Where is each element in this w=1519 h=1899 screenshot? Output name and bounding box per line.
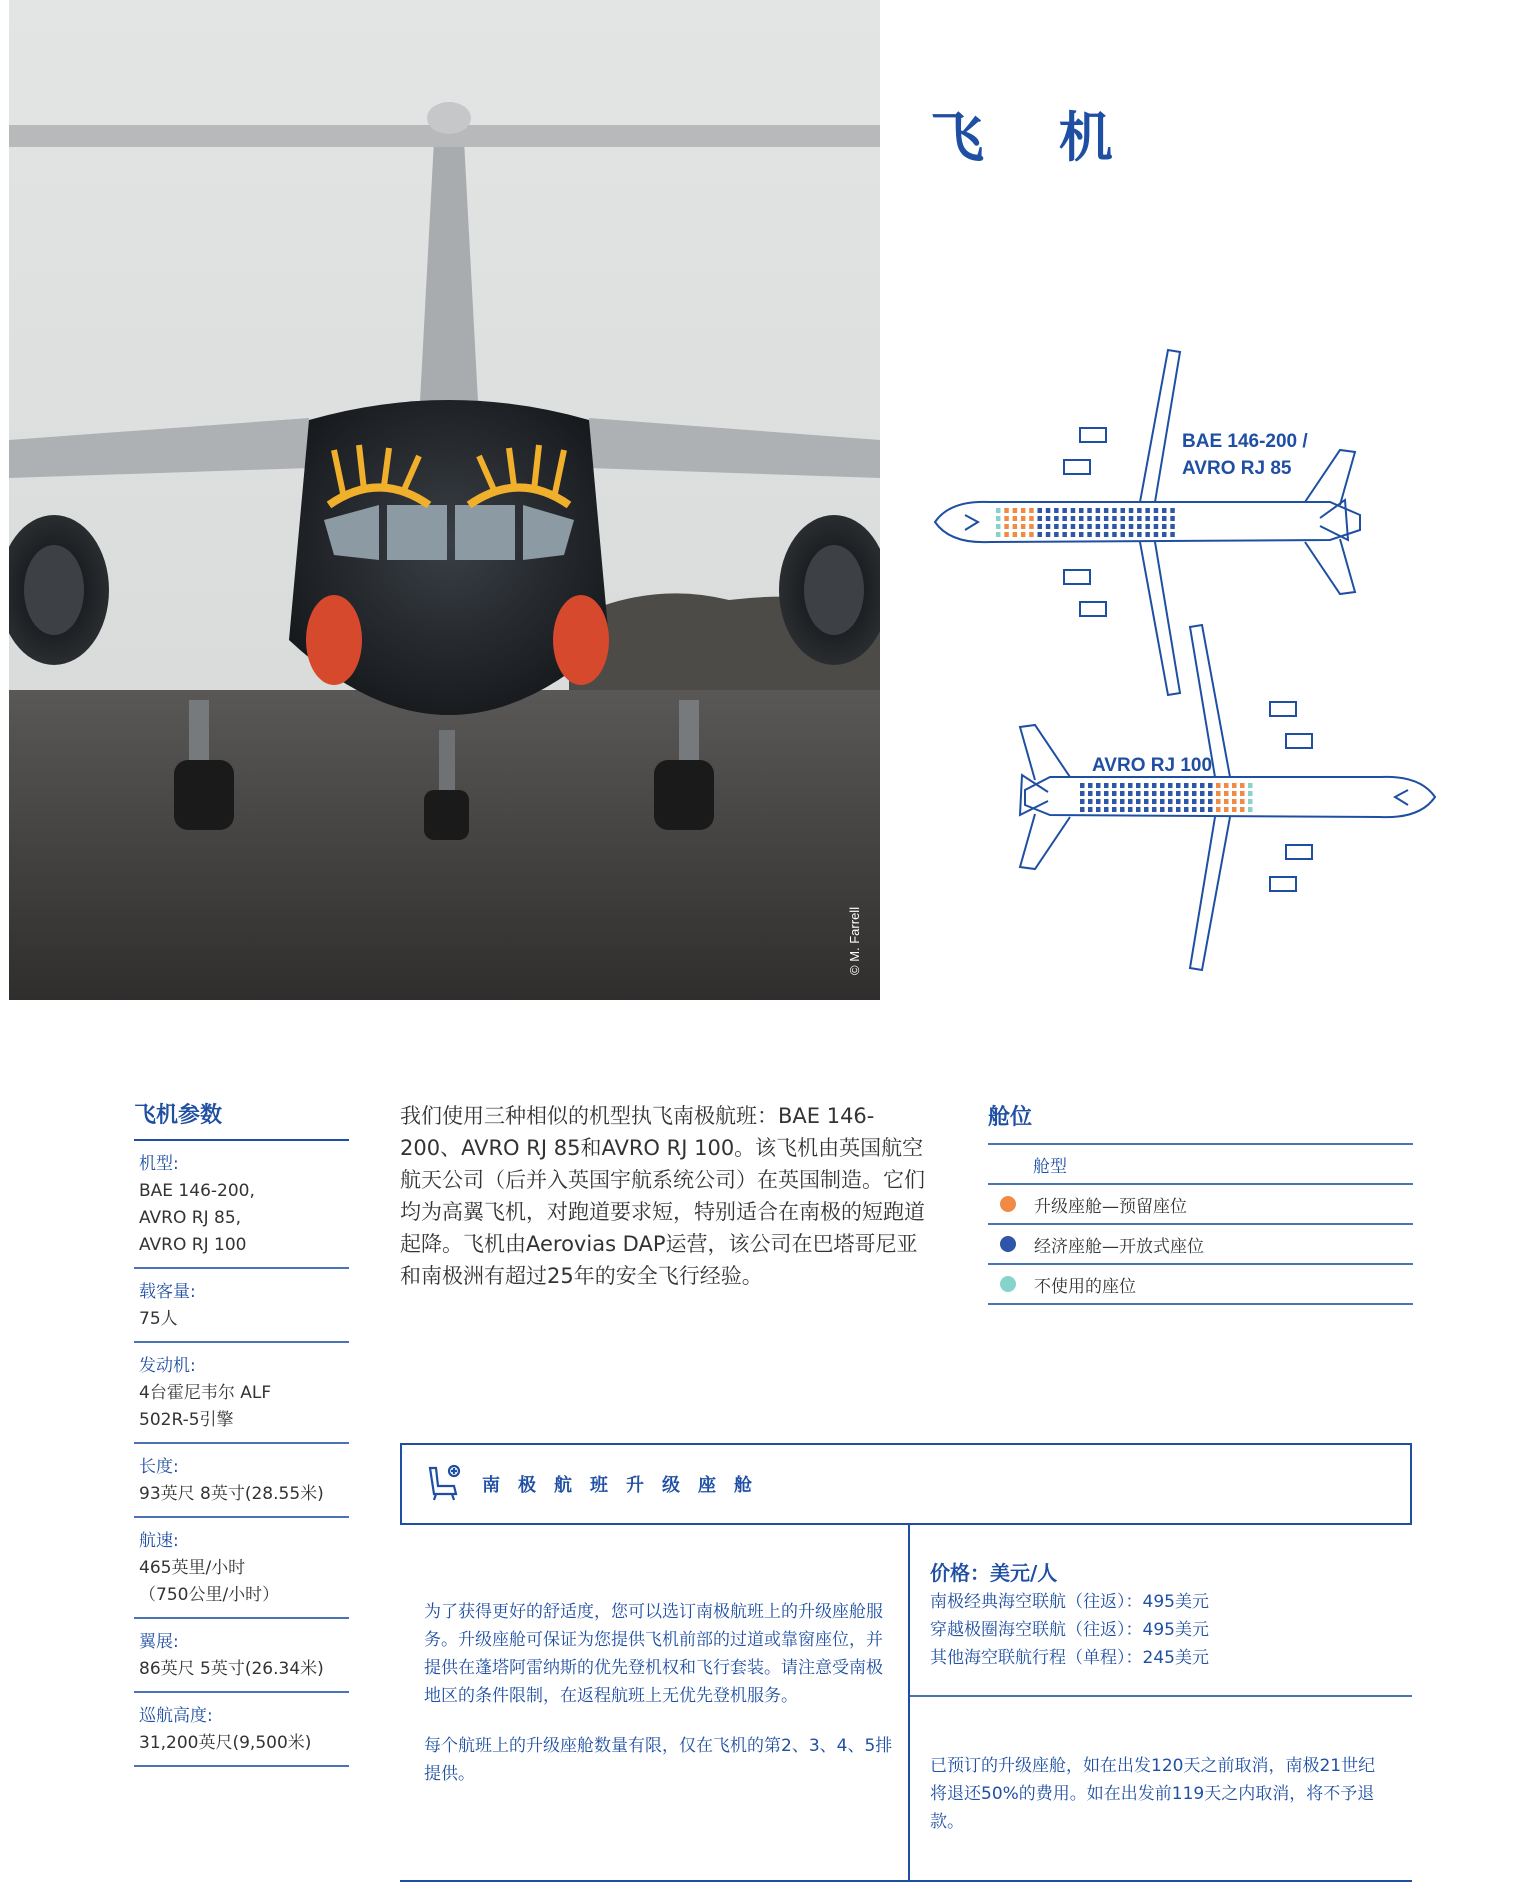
- seat-mark: [1121, 532, 1126, 537]
- seat-mark: [1154, 524, 1159, 529]
- seat-mark: [1224, 799, 1229, 804]
- seat-mark: [1176, 783, 1181, 788]
- seat-mark: [1128, 783, 1133, 788]
- divider-bottom: [400, 1880, 1412, 1882]
- seat-mark: [1088, 783, 1093, 788]
- seat-mark: [1004, 508, 1009, 513]
- seat-mark: [1112, 807, 1117, 812]
- upgrade-paragraph-1: 为了获得更好的舒适度，您可以选订南极航班上的升级座舱服务。升级座舱可保证为您提供飞机前部的过道或靠窗座位，并提供在蓬塔阿雷纳斯的优先登机权和飞行套装。请注意受南极地区的条件限制，在返程航班上无优先登机服务。: [424, 1602, 883, 1706]
- plane-label-avro100: AVRO RJ 100: [1092, 755, 1213, 776]
- seat-mark: [1137, 532, 1142, 537]
- seat-mark: [1168, 807, 1173, 812]
- page-title: 飞 机: [930, 106, 1141, 169]
- seat-mark: [1200, 783, 1205, 788]
- price-title: 价格：美元/人: [930, 1561, 1058, 1585]
- cabin-row-economy: 经济座舱—开放式座位: [988, 1223, 1413, 1263]
- seat-mark: [1087, 516, 1092, 521]
- seat-mark: [1168, 799, 1173, 804]
- seat-mark: [1176, 807, 1181, 812]
- seat-mark: [1104, 516, 1109, 521]
- seat-mark: [1136, 783, 1141, 788]
- seat-mark: [1087, 532, 1092, 537]
- seat-mark: [1088, 807, 1093, 812]
- seat-mark: [1184, 807, 1189, 812]
- seat-mark: [1096, 532, 1101, 537]
- seat-mark: [1184, 799, 1189, 804]
- seat-mark: [1176, 791, 1181, 796]
- seat-mark: [1104, 799, 1109, 804]
- spec-cruise-altitude: 巡航高度: 31,200英尺(9,500米): [134, 1693, 349, 1767]
- seat-mark: [1144, 799, 1149, 804]
- seat-mark: [1096, 516, 1101, 521]
- seat-mark: [1154, 532, 1159, 537]
- seat-mark: [1112, 508, 1117, 513]
- seat-mark: [1240, 799, 1245, 804]
- seat-mark: [1128, 791, 1133, 796]
- seat-mark: [1160, 799, 1165, 804]
- seat-mark: [1208, 783, 1213, 788]
- seat-mark: [1029, 516, 1034, 521]
- seat-mark: [1088, 799, 1093, 804]
- seat-mark: [1029, 508, 1034, 513]
- seat-mark: [996, 532, 1001, 537]
- cabin-column-header: 舱型: [988, 1143, 1413, 1183]
- seat-mark: [1184, 783, 1189, 788]
- intro-paragraph: 我们使用三种相似的机型执飞南极航班：BAE 146-200、AVRO RJ 85和AVRO RJ 100。该飞机由英国航空航天公司（后并入英国宇航系统公司）在英国制造。它们均为高翼飞机，对跑道要求短，特别适合在南极的短跑道起降。飞机由Aerovias DAP运营，该公司在巴塔哥尼亚和南极洲有超过25年的安全飞行经验。: [400, 1104, 925, 1288]
- seat-mark: [1087, 508, 1092, 513]
- cabin-row-upgrade: 升级座舱—预留座位: [988, 1183, 1413, 1223]
- seat-mark: [1054, 524, 1059, 529]
- seat-mark: [1013, 508, 1018, 513]
- seat-mark: [1136, 799, 1141, 804]
- seat-mark: [1232, 783, 1237, 788]
- seat-mark: [1062, 516, 1067, 521]
- blue-dot-icon: [1000, 1236, 1016, 1252]
- seat-mark: [1248, 783, 1253, 788]
- seat-mark: [1096, 524, 1101, 529]
- seat-mark: [1071, 516, 1076, 521]
- seat-mark: [1112, 532, 1117, 537]
- seat-mark: [1021, 532, 1026, 537]
- seat-mark: [1046, 532, 1051, 537]
- seat-mark: [1129, 524, 1134, 529]
- seat-mark: [1046, 524, 1051, 529]
- seat-mark: [1079, 508, 1084, 513]
- seat-mark: [1104, 807, 1109, 812]
- seat-mark: [1071, 532, 1076, 537]
- seat-mark: [1112, 524, 1117, 529]
- seat-mark: [1079, 516, 1084, 521]
- spec-engines: 发动机: 4台霍尼韦尔 ALF 502R-5引擎: [134, 1343, 349, 1444]
- seat-mark: [1154, 516, 1159, 521]
- specs-heading: 飞机参数: [134, 1098, 349, 1141]
- seat-mark: [1112, 791, 1117, 796]
- spec-length: 长度: 93英尺 8英寸(28.55米): [134, 1444, 349, 1518]
- seat-mark: [1232, 791, 1237, 796]
- seat-mark: [1104, 532, 1109, 537]
- seat-mark: [1162, 524, 1167, 529]
- seat-mark: [1208, 791, 1213, 796]
- photo-credit: © M. Farrell: [847, 906, 862, 975]
- seat-mark: [1021, 524, 1026, 529]
- seat-mark: [1208, 799, 1213, 804]
- seat-mark: [1096, 791, 1101, 796]
- seat-mark: [1184, 791, 1189, 796]
- seat-icon: [424, 1462, 464, 1506]
- seat-mark: [1160, 807, 1165, 812]
- seat-mark: [1096, 807, 1101, 812]
- price-line: 穿越极圈海空联航（往返）：495美元: [930, 1620, 1209, 1640]
- seat-mark: [1240, 783, 1245, 788]
- seat-mark: [1096, 783, 1101, 788]
- seat-mark: [1136, 791, 1141, 796]
- seat-mark: [1071, 524, 1076, 529]
- seat-mark: [1062, 524, 1067, 529]
- seat-mark: [1080, 807, 1085, 812]
- seat-mark: [1079, 532, 1084, 537]
- seat-mark: [1121, 524, 1126, 529]
- seat-mark: [1160, 791, 1165, 796]
- seat-mark: [1240, 807, 1245, 812]
- seat-mark: [1192, 783, 1197, 788]
- seat-mark: [1021, 516, 1026, 521]
- seat-mark: [1112, 799, 1117, 804]
- price-block: [930, 1558, 1400, 1672]
- seat-mark: [1162, 532, 1167, 537]
- seat-mark: [1137, 524, 1142, 529]
- seat-mark: [996, 516, 1001, 521]
- seat-mark: [1200, 791, 1205, 796]
- seat-mark: [1013, 532, 1018, 537]
- upgrade-header-box: [400, 1443, 1412, 1525]
- seat-mark: [1248, 799, 1253, 804]
- seat-mark: [1137, 508, 1142, 513]
- seat-mark: [1145, 508, 1150, 513]
- aircraft-specs: [134, 1098, 349, 1767]
- spec-capacity: 载客量: 75人: [134, 1269, 349, 1343]
- plane-label-bae-avro85: BAE 146-200 / AVRO RJ 85: [1182, 431, 1308, 479]
- seat-mark: [1004, 524, 1009, 529]
- seat-mark: [1087, 524, 1092, 529]
- price-line: 其他海空联航行程（单程）：245美元: [930, 1648, 1209, 1668]
- upgrade-title: 南极航班升级座舱: [482, 1475, 770, 1496]
- seat-mark: [1176, 799, 1181, 804]
- seat-mark: [1192, 791, 1197, 796]
- upgrade-paragraph-2: 每个航班上的升级座舱数量有限，仅在飞机的第2、3、4、5排提供。: [424, 1736, 893, 1784]
- seat-mark: [1129, 516, 1134, 521]
- seat-mark: [1080, 799, 1085, 804]
- seat-mark: [1038, 524, 1043, 529]
- seat-mark: [1145, 532, 1150, 537]
- seat-mark: [1120, 791, 1125, 796]
- spec-speed: 航速: 465英里/小时 （750公里/小时）: [134, 1518, 349, 1619]
- seat-mark: [1216, 807, 1221, 812]
- seat-mark: [1088, 791, 1093, 796]
- seat-mark: [1128, 807, 1133, 812]
- seat-mark: [1096, 508, 1101, 513]
- cancellation-policy: 已预订的升级座舱，如在出发120天之前取消，南极21世纪将退还50%的费用。如在出发前119天之内取消，将不予退款。: [930, 1756, 1376, 1832]
- seat-mark: [1054, 508, 1059, 513]
- seat-mark: [1144, 807, 1149, 812]
- seat-mark: [1096, 799, 1101, 804]
- seat-mark: [1013, 516, 1018, 521]
- seat-mark: [1162, 516, 1167, 521]
- divider-vertical: [908, 1525, 910, 1880]
- seat-mark: [1248, 807, 1253, 812]
- seat-mark: [1152, 791, 1157, 796]
- upgrade-description: [424, 1598, 894, 1810]
- seat-mark: [1145, 516, 1150, 521]
- seat-mark: [1224, 791, 1229, 796]
- seat-mark: [1079, 524, 1084, 529]
- seat-mark: [1216, 791, 1221, 796]
- seat-mark: [1154, 508, 1159, 513]
- seat-mark: [1129, 508, 1134, 513]
- price-line: 南极经典海空联航（往返）：495美元: [930, 1592, 1209, 1612]
- cabin-row-unused: 不使用的座位: [988, 1263, 1413, 1305]
- seat-mark: [1144, 783, 1149, 788]
- seat-mark: [1004, 516, 1009, 521]
- seat-mark: [1170, 532, 1175, 537]
- seat-mark: [1200, 807, 1205, 812]
- seat-mark: [1200, 799, 1205, 804]
- seat-mark: [1128, 799, 1133, 804]
- seat-mark: [1137, 516, 1142, 521]
- seat-mark: [1145, 524, 1150, 529]
- seat-mark: [1104, 524, 1109, 529]
- seat-mark: [1080, 791, 1085, 796]
- seat-mark: [1046, 516, 1051, 521]
- seat-mark: [1168, 783, 1173, 788]
- seat-mark: [1112, 783, 1117, 788]
- teal-dot-icon: [1000, 1276, 1016, 1292]
- seat-mark: [1054, 516, 1059, 521]
- seat-mark: [1232, 807, 1237, 812]
- seat-mark: [1168, 791, 1173, 796]
- seat-mark: [1224, 807, 1229, 812]
- divider-horizontal: [910, 1695, 1412, 1697]
- seat-mark: [1071, 508, 1076, 513]
- seat-mark: [1232, 799, 1237, 804]
- seat-mark: [1144, 791, 1149, 796]
- seat-mark: [1216, 783, 1221, 788]
- seat-mark: [1120, 783, 1125, 788]
- seat-mark: [1152, 799, 1157, 804]
- seat-mark: [1152, 783, 1157, 788]
- seat-mark: [1104, 783, 1109, 788]
- seat-mark: [1029, 532, 1034, 537]
- seat-mark: [1021, 508, 1026, 513]
- spec-model: 机型: BAE 146-200, AVRO RJ 85, AVRO RJ 100: [134, 1141, 349, 1269]
- seat-mark: [1152, 807, 1157, 812]
- seat-mark: [1062, 508, 1067, 513]
- seat-mark: [1208, 807, 1213, 812]
- seat-mark: [1080, 783, 1085, 788]
- seat-mark: [1120, 799, 1125, 804]
- seat-mark: [1160, 783, 1165, 788]
- seat-mark: [1162, 508, 1167, 513]
- seat-mark: [1170, 524, 1175, 529]
- orange-dot-icon: [1000, 1196, 1016, 1212]
- seat-mark: [1029, 524, 1034, 529]
- seat-mark: [1170, 516, 1175, 521]
- seat-map-diagrams: [930, 340, 1450, 1000]
- seat-mark: [1046, 508, 1051, 513]
- seat-mark: [1104, 791, 1109, 796]
- seat-mark: [1038, 516, 1043, 521]
- seat-mark: [1112, 516, 1117, 521]
- seat-mark: [996, 524, 1001, 529]
- seat-mark: [1038, 532, 1043, 537]
- seat-mark: [1240, 791, 1245, 796]
- spec-wingspan: 翼展: 86英尺 5英寸(26.34米): [134, 1619, 349, 1693]
- seat-mark: [1170, 508, 1175, 513]
- seat-mark: [1121, 516, 1126, 521]
- seat-mark: [1216, 799, 1221, 804]
- seat-mark: [1136, 807, 1141, 812]
- seat-mark: [1224, 783, 1229, 788]
- seat-mark: [1129, 532, 1134, 537]
- seat-mark: [1062, 532, 1067, 537]
- cabin-heading: 舱位: [988, 1105, 1033, 1130]
- seat-mark: [996, 508, 1001, 513]
- seat-mark: [1192, 799, 1197, 804]
- cabin-legend: [988, 1100, 1413, 1305]
- seat-mark: [1013, 524, 1018, 529]
- seat-mark: [1120, 807, 1125, 812]
- seat-mark: [1104, 508, 1109, 513]
- seat-mark: [1054, 532, 1059, 537]
- seat-mark: [1004, 532, 1009, 537]
- seat-mark: [1121, 508, 1126, 513]
- seat-mark: [1038, 508, 1043, 513]
- aircraft-photo: [9, 0, 880, 1000]
- seat-mark: [1248, 791, 1253, 796]
- seat-mark: [1192, 807, 1197, 812]
